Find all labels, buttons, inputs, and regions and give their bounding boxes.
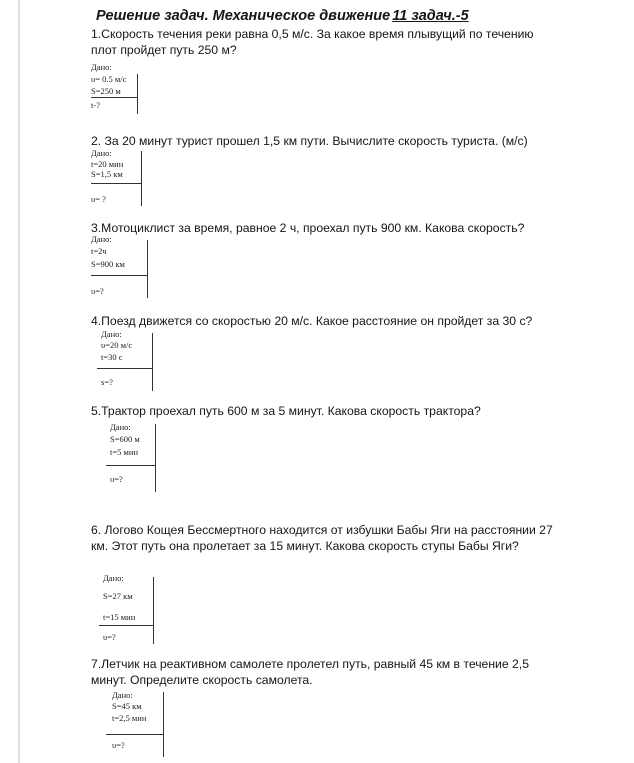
given-divider — [91, 275, 147, 276]
given-divider — [106, 465, 155, 466]
given-line: υ=20 м/с — [101, 340, 133, 350]
given-line: S=45 км — [112, 701, 142, 711]
problem-4-text — [91, 313, 611, 329]
problem-5-text — [91, 403, 611, 419]
given-vertical-line — [153, 577, 154, 644]
given-vertical-line — [137, 74, 138, 114]
given-divider — [91, 97, 137, 98]
given-label: Дано: — [110, 422, 131, 432]
given-line: t=30 с — [101, 352, 123, 362]
problem-2-text — [91, 133, 611, 149]
given-vertical-line — [163, 692, 164, 757]
given-line: s=? — [101, 377, 113, 387]
given-line: υ=? — [91, 286, 104, 296]
given-line: t=20 мин — [91, 159, 124, 169]
given-line: υ=? — [112, 740, 125, 750]
given-vertical-line — [141, 151, 142, 206]
problem-line: 1.Скорость течения реки равна 0,5 м/с. За какое время плывущий по течению — [91, 27, 534, 41]
given-vertical-line — [152, 333, 153, 391]
problem-line: 5.Трактор проехал путь 600 м за 5 минут. Какова скорость трактора? — [91, 404, 481, 418]
given-vertical-line — [155, 424, 156, 492]
problem-line: 3.Мотоциклист за время, равное 2 ч, проехал путь 900 км. Какова скорость? — [91, 221, 525, 235]
problem-line: 4.Поезд движется со скоростью 20 м/с. Какое расстояние он пройдет за 30 с? — [91, 314, 533, 328]
given-label: Дано: — [91, 148, 112, 158]
given-line: S=900 км — [91, 259, 125, 269]
given-line: υ= ? — [91, 194, 106, 204]
given-divider — [106, 734, 163, 735]
given-line: t=5 мин — [110, 447, 139, 457]
problem-line: минут. Определите скорость самолета. — [91, 673, 313, 687]
given-vertical-line — [147, 240, 148, 298]
given-line: t=2,5 мин — [112, 713, 147, 723]
problem-line: 6. Логово Кощея Бессмертного находится от избушки Бабы Яги на расстоянии 27 — [91, 523, 553, 537]
problem-line: км. Этот путь она пролетает за 15 минут. Какова скорость ступы Бабы Яги? — [91, 539, 519, 553]
given-line: S=1,5 км — [91, 169, 123, 179]
problem-6-text — [91, 522, 611, 554]
given-divider — [97, 368, 152, 369]
given-line: t-? — [91, 100, 100, 110]
given-divider — [91, 183, 141, 184]
given-line: S=600 м — [110, 434, 140, 444]
given-label: Дано: — [91, 62, 112, 72]
problem-1-text — [91, 26, 611, 58]
page-edge — [18, 0, 20, 763]
given-line: S=250 м — [91, 86, 121, 96]
problem-line: 7.Летчик на реактивном самолете пролетел путь, равный 45 км в течение 2,5 — [91, 657, 529, 671]
given-line: t=2ч — [91, 246, 107, 256]
given-line: S=27 км — [103, 591, 133, 601]
given-label: Дано: — [112, 690, 133, 700]
given-divider — [99, 625, 153, 626]
given-label: Дано: — [101, 329, 122, 339]
problem-line: 2. За 20 минут турист прошел 1,5 км пути. Вычислите скорость туриста. (м/с) — [91, 134, 528, 148]
problem-7-text — [91, 656, 611, 688]
given-line: υ= 0.5 м/с — [91, 74, 127, 84]
given-line: t=15 мин — [103, 612, 136, 622]
title-main: Решение задач. Механическое движение — [96, 8, 391, 24]
given-line: υ=? — [103, 632, 116, 642]
problem-line: плот пройдет путь 250 м? — [91, 43, 237, 57]
problem-3-text — [91, 220, 611, 236]
given-label: Дано: — [91, 234, 112, 244]
page-title — [96, 8, 469, 24]
given-line: υ=? — [110, 474, 123, 484]
given-label: Дано: — [103, 573, 124, 583]
title-suffix: 11 задач.-5 — [392, 8, 469, 24]
